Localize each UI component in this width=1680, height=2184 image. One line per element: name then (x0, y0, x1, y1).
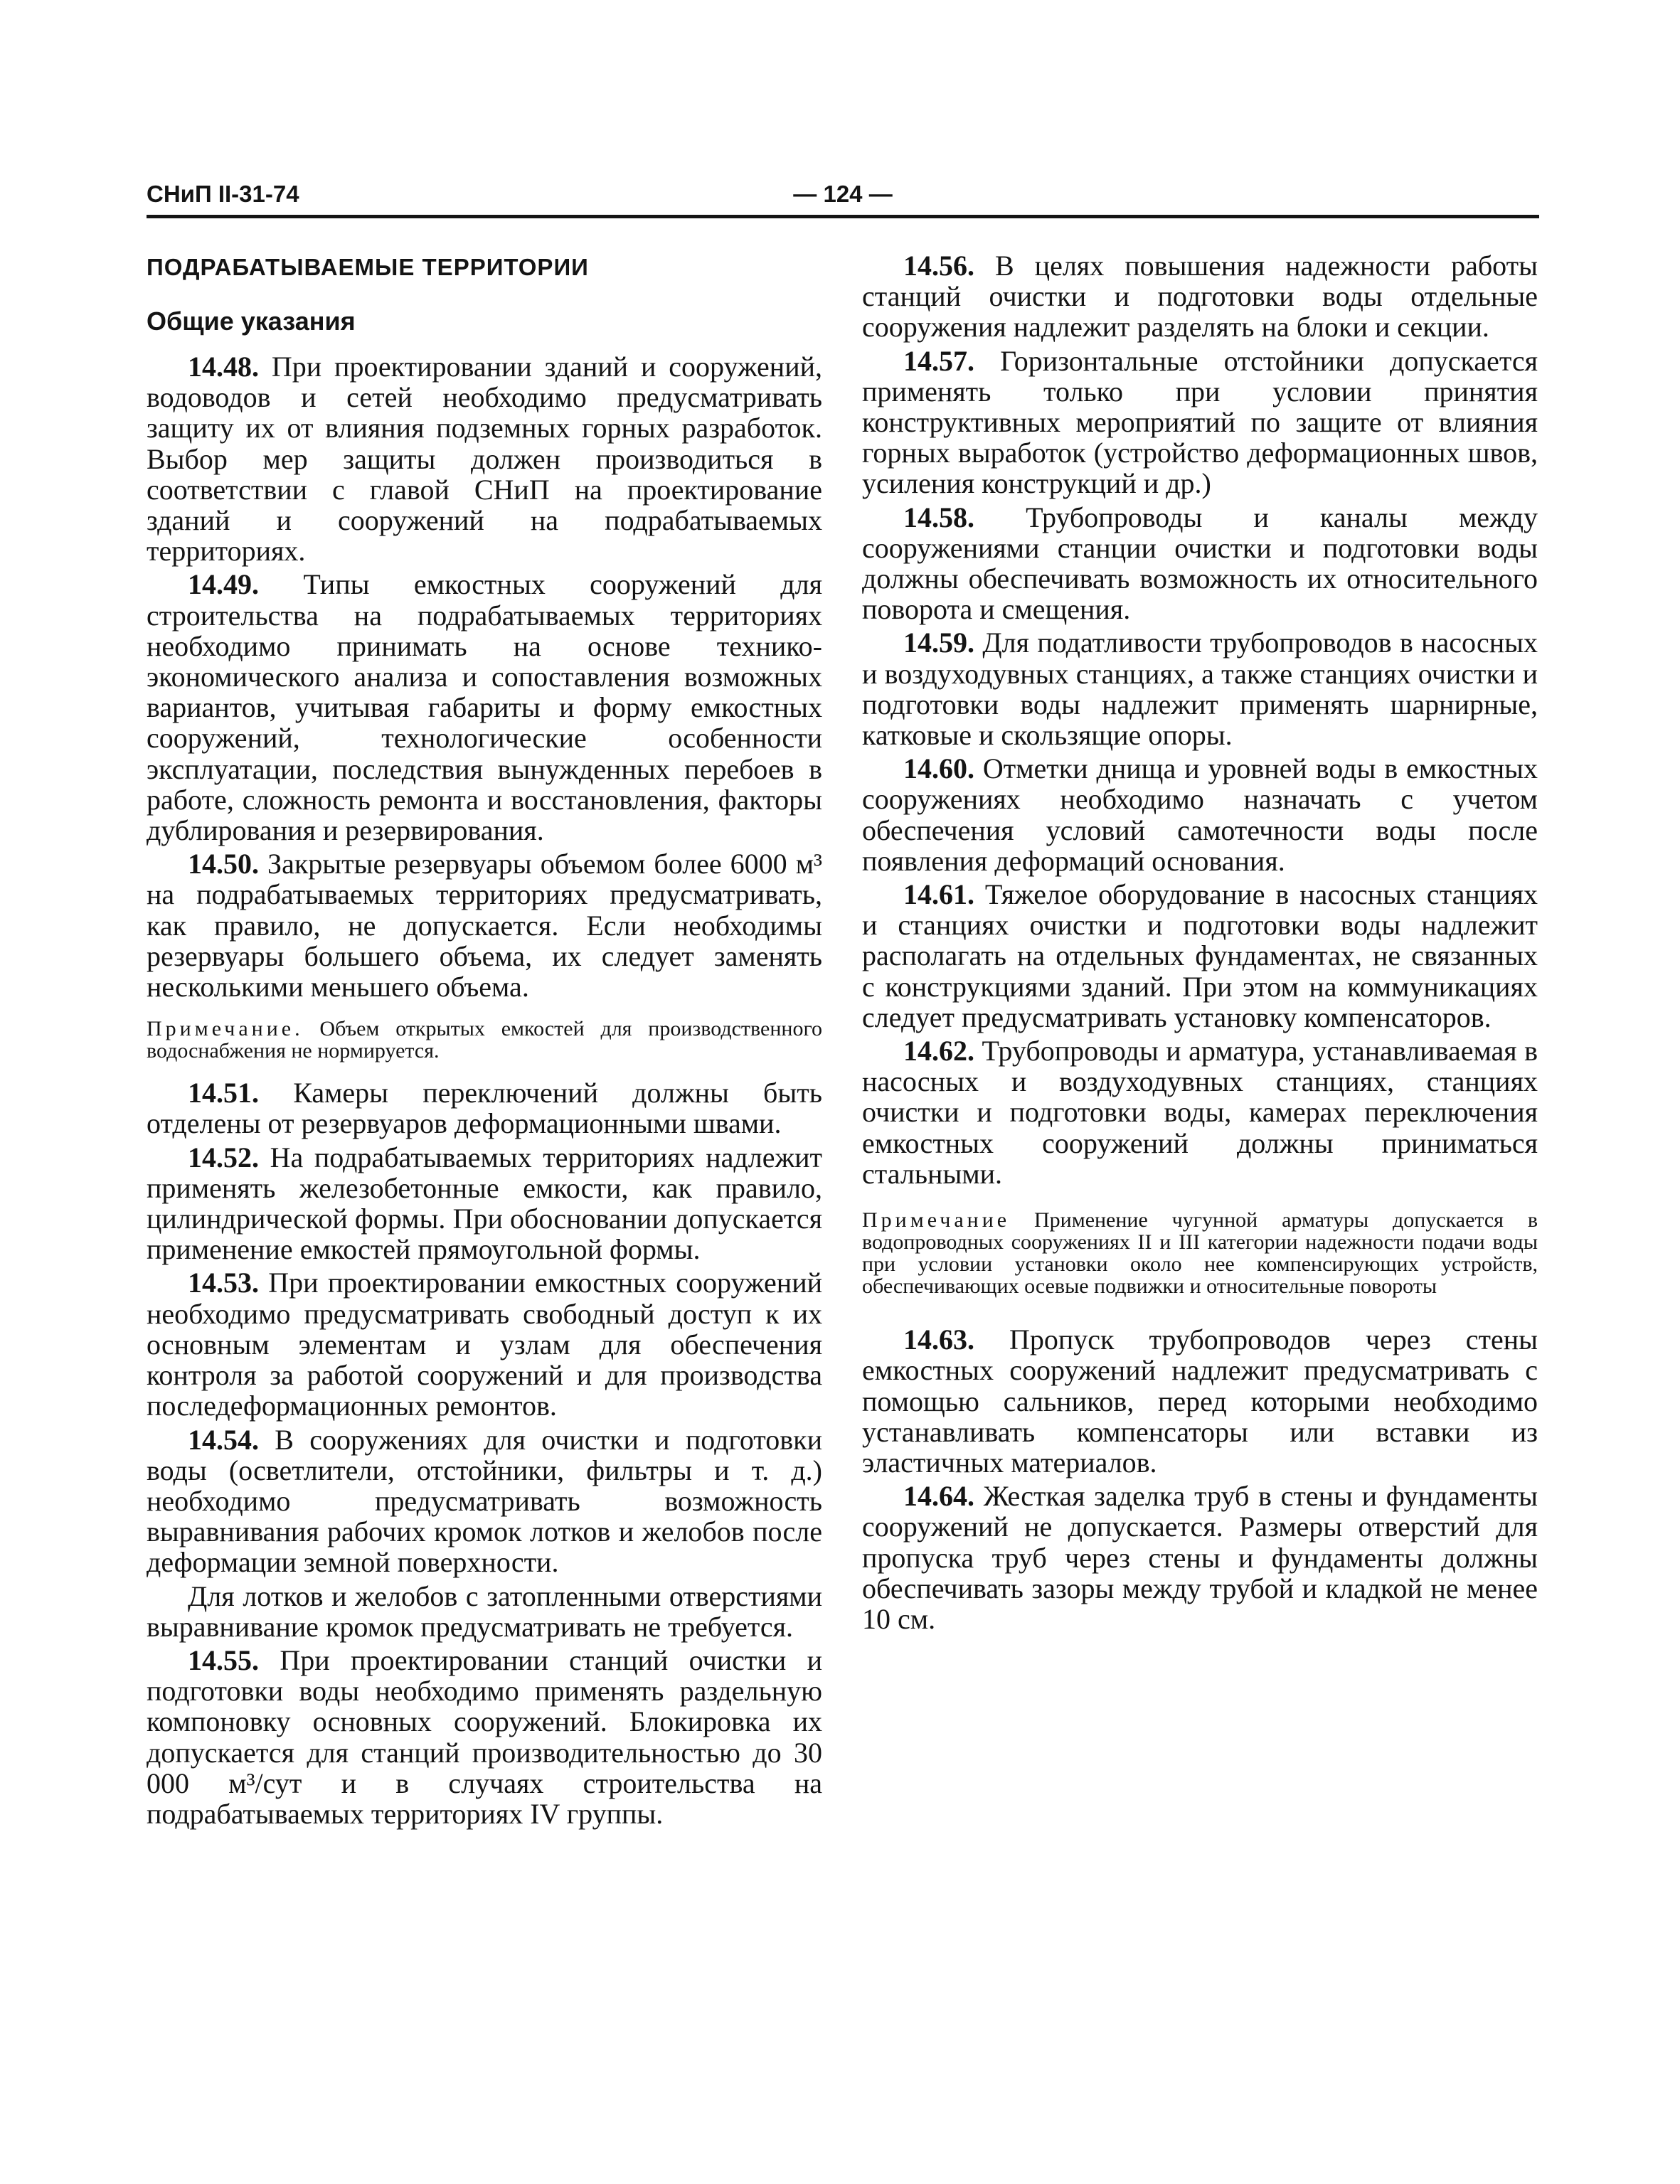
page-number: — 124 — (793, 181, 893, 207)
paragraph-14-64 (862, 1481, 1538, 1634)
subsection-title: Общие указания (147, 307, 356, 336)
clause-text: Камеры переключений должны быть отделены от резервуаров деформационными швами. (147, 1077, 822, 1140)
paragraph-14-55 (147, 1645, 822, 1829)
paragraph-14-49 (147, 569, 822, 846)
clause-number: 14.54. (188, 1423, 259, 1456)
clause-number: 14.58. (903, 501, 974, 533)
clause-text: Жесткая заделка труб в стены и фундаменты сооружений не допускается. Размеры отверстий для пропуска труб через стены и фундаменты должны обеспечивать зазоры между трубой и кладкой не менее 10 см. (862, 1480, 1538, 1635)
clause-number: 14.53. (188, 1267, 259, 1299)
clause-number: 14.56. (903, 250, 974, 282)
clause-text: На подрабатываемых территориях надлежит применять железобетонные емкости, как правило, цилиндрической формы. При обосновании допускается применение емкостей прямоугольной формы. (147, 1141, 822, 1266)
clause-number: 14.61. (903, 878, 974, 911)
paragraph-14-51 (147, 1077, 822, 1139)
clause-number: 14.52. (188, 1141, 259, 1173)
paragraph-14-60 (862, 753, 1538, 876)
note-label: Примечание (862, 1208, 1011, 1232)
clause-text: Типы емкостных сооружений для строительства на подрабатываемых территориях необходимо принимать на основе технико-экономического анализа и сопоставления возможных вариантов, учитывая габариты и форму емкостных сооружений, технологические особенности эксплуатации, последствия вынужденных перебоев в работе, сложность ремонта и восстановления, факторы дублирования и резервирования. (147, 568, 822, 847)
clause-text: Закрытые резервуары объемом более 6000 м³ на подрабатываемых территориях предусматривать, как правило, не допускается. Если необходимы резервуары большего объема, их следует заменять несколькими меньшего объема. (147, 848, 823, 1003)
paragraph-14-58 (862, 502, 1538, 625)
paragraph-14-56 (862, 250, 1538, 343)
clause-number: 14.62. (903, 1035, 974, 1067)
clause-text: Отметки днища и уровней воды в емкостных сооружениях необходимо назначать с учетом обеспечения условий самотечности воды после появления деформаций основания. (862, 752, 1538, 877)
paragraph-14-57 (862, 346, 1538, 499)
note-open-tanks (147, 1018, 822, 1062)
clause-text: Трубопроводы и арматура, устанавливаемая в насосных и воздуходувных станциях, станциях очистки и подготовки воды, камерах переключения емкостных сооружений должны приниматься стальными. (862, 1035, 1538, 1190)
paragraph-14-53 (147, 1267, 822, 1421)
paragraph-14-59 (862, 627, 1538, 750)
paragraph-14-48 (147, 351, 822, 566)
clause-text: Для податливости трубопроводов в насосных и воздуходувных станциях, а также станциях очистки и подготовки воды надлежит применять шарнирные, катковые и скользящие опоры. (862, 627, 1538, 752)
paragraph-14-50 (147, 848, 822, 1002)
clause-text: При проектировании зданий и сооружений, водоводов и сетей необходимо предусматривать защиту их от влияния подземных горных разработок. Выбор мер защиты должен производиться в соответствии с главой СНиП на проектирование зданий и сооружений на подрабатываемых территориях. (147, 351, 823, 568)
clause-number: 14.59. (903, 627, 974, 659)
paragraph-14-54-continued: Для лотков и желобов с затопленными отверстиями выравнивание кромок предусматривать не требуется. (147, 1580, 822, 1643)
clause-number: 14.48. (188, 351, 259, 383)
paragraph-14-63 (862, 1324, 1538, 1478)
left-column (147, 250, 822, 1832)
right-column (862, 250, 1538, 1637)
paragraph-14-61 (862, 879, 1538, 1033)
clause-number: 14.60. (903, 752, 974, 785)
clause-text: При проектировании станций очистки и подготовки воды необходимо применять раздельную компоновку основных сооружений. Блокировка их допускается для станций производительностью до 30 000 м³/сут и в случаях строительства на подрабатываемых территориях IV группы. (147, 1644, 822, 1830)
clause-number: 14.64. (903, 1480, 974, 1513)
clause-number: 14.63. (903, 1323, 974, 1356)
clause-text: При проектировании емкостных сооружений необходимо предусматривать свободный доступ к их основным элементам и узлам для обеспечения контроля за работой сооружений и для производства последеформационных ремонтов. (147, 1267, 823, 1422)
note-text: Объем открытых емкостей для производственного водоснабжения не нормируется. (147, 1017, 822, 1063)
clause-text: В сооружениях для очистки и подготовки воды (осветлители, отстойники, фильтры и т. д.) необходимо предусматривать возможность выравнивания рабочих кромок лотков и желобов после деформации земной поверхности. (147, 1423, 822, 1579)
clause-number: 14.55. (188, 1644, 259, 1676)
section-title: ПОДРАБАТЫВАЕМЫЕ ТЕРРИТОРИИ (147, 254, 589, 280)
paragraph-14-62 (862, 1035, 1538, 1189)
paragraph-14-54 (147, 1424, 822, 1578)
document-code: СНиП II-31-74 (147, 181, 299, 207)
clause-number: 14.49. (188, 568, 259, 601)
clause-text: Горизонтальные отстойники допускается применять только при условии принятия конструктивных мероприятий по защите от влияния горных выработок (устройство деформационных швов, усиления конструкций и др.) (862, 344, 1538, 500)
header-rule (147, 215, 1539, 218)
clause-text: Трубопроводы и каналы между сооружениями станции очистки и подготовки воды должны обеспечивать возможность их относительного поворота и смещения. (862, 501, 1538, 626)
clause-text: Пропуск трубопроводов через стены емкостных сооружений надлежит предусматривать с помощью сальников, перед которыми необходимо устанавливать компенсаторы или вставки из эластичных материалов. (862, 1323, 1538, 1479)
note-label: Примечание. (147, 1017, 304, 1041)
clause-number: 14.51. (188, 1077, 259, 1109)
clause-number: 14.50. (188, 848, 259, 880)
clause-text: В целях повышения надежности работы станций очистки и подготовки воды отдельные сооружения надлежит разделять на блоки и секции. (862, 250, 1538, 343)
page-header (147, 178, 1539, 215)
note-cast-iron-fittings (862, 1209, 1538, 1297)
note-text: Применение чугунной арматуры допускается в водопроводных сооружениях II и III категории надежности подачи воды при условии установки около нее компенсирующих устройств, обеспечивающих осевые подвижки и относительные повороты (862, 1208, 1538, 1299)
paragraph-14-52 (147, 1142, 822, 1265)
clause-text: Тяжелое оборудование в насосных станциях и станциях очистки и подготовки воды надлежит располагать на отдельных фундаментах, не связанных с конструкциями зданий. При этом на коммуникациях следует предусматривать установку компенсаторов. (862, 878, 1538, 1033)
clause-number: 14.57. (903, 344, 974, 377)
